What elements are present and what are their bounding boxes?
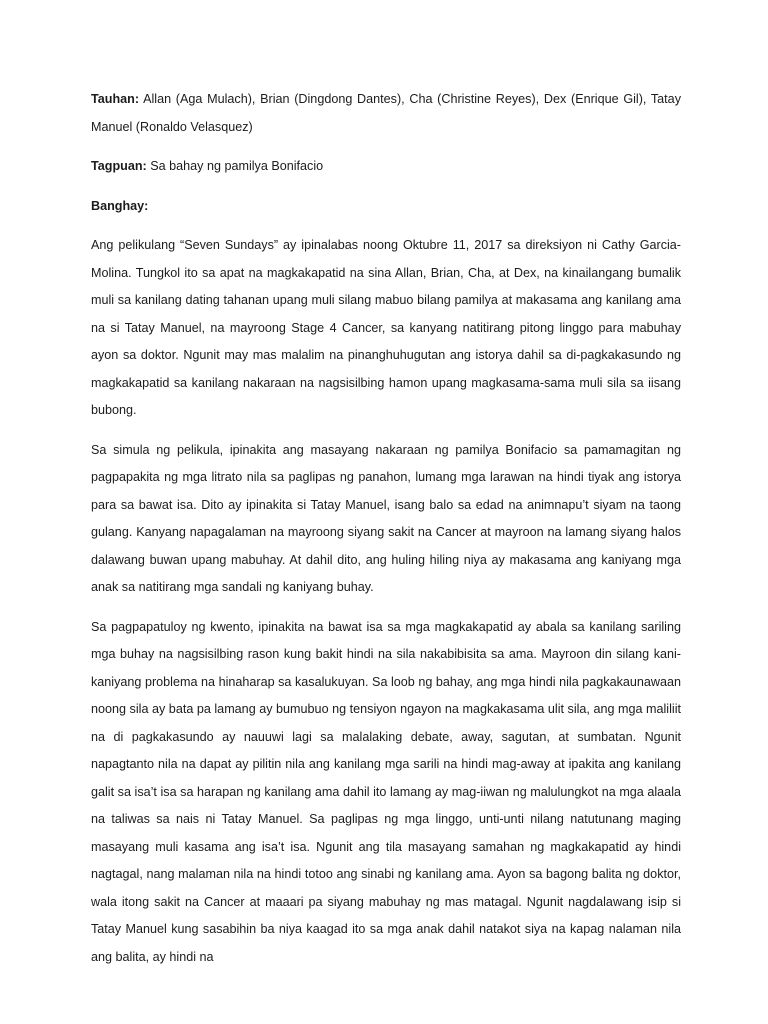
document-page xyxy=(91,86,681,983)
paragraph-1: Ang pelikulang “Seven Sundays” ay ipinalabas noong Oktubre 11, 2017 sa direksiyon ni Cathy Garcia-Molina. Tungkol ito sa apat na magkakapatid na sina Allan, Brian, Cha, at Dex, na kinailangang bumalik muli sa kanilang dating tahanan upang muli silang mabuo bilang pamilya at makasama ang kanilang ama na si Tatay Manuel, na mayroong Stage 4 Cancer, sa kanyang natitirang pitong linggo para mabuhay ayon sa doktor. Ngunit may mas malalim na pinanghuhugutan ang istorya dahil sa di-pagkakasundo ng magkakapatid sa kanilang nakaraan na nagsisilbing hamon upang magkasama-sama muli sila sa iisang bubong. xyxy=(91,238,681,417)
banghay-heading: Banghay: xyxy=(91,198,149,213)
tauhan-label: Tauhan: xyxy=(91,92,140,106)
tauhan-value: Allan (Aga Mulach), Brian (Dingdong Dantes), Cha (Christine Reyes), Dex (Enrique Gil), Tatay Manuel (Ronaldo Velasquez) xyxy=(91,92,681,134)
tauhan-line xyxy=(91,86,681,141)
tagpuan-value: Sa bahay ng pamilya Bonifacio xyxy=(146,159,324,173)
paragraph-3: Sa pagpapatuloy ng kwento, ipinakita na bawat isa sa mga magkakapatid ay abala sa kanilang sariling mga buhay na nagsisilbing rason kung bakit hindi na sila nakabibisita sa ama. Mayroon din silang kani-kaniyang problema na hinaharap sa kasalukuyan. Sa loob ng bahay, ang mga hindi nila pagkakaunawaan noong sila ay bata pa lamang ay bumubuo ng tensiyon ngayon na magkakasama ulit sila, ang mga maliliit na di pagkakasundo ay nauuwi lagi sa malalaking debate, away, sagutan, at sumbatan. Ngunit napagtanto nila na dapat ay pilitin nila ang kanilang mga sarili na hindi mag-away at ipakita ang kanilang galit sa isa’t isa sa harapan ng kanilang ama dahil ito lamang ay mag-iiwan ng malulungkot na mga alaala na taliwas sa nais ni Tatay Manuel. Sa paglipas ng mga linggo, unti-unti nilang natutunang maging masayang muli kasama ang isa’t isa. Ngunit ang tila masayang samahan ng magkakapatid ay hindi nagtagal, nang malaman nila na hindi totoo ang sinabi ng kanilang ama. Ayon sa bagong balita ng doktor, wala itong sakit na Cancer at maaari pa siyang mabuhay ng mas matagal. Ngunit nagdalawang isip si Tatay Manuel kung sasabihin ba niya kaagad ito sa mga anak dahil natakot siya na kapag nalaman nila ang balita, ay hindi na xyxy=(91,619,681,964)
tagpuan-label: Tagpuan: xyxy=(91,159,147,173)
paragraph-2: Sa simula ng pelikula, ipinakita ang masayang nakaraan ng pamilya Bonifacio sa pamamagitan ng pagpapakita ng mga litrato nila sa paglipas ng panahon, lumang mga larawan na hindi tiyak ang istorya para sa bawat isa. Dito ay ipinakita si Tatay Manuel, isang balo sa edad na animnapu’t siyam na taong gulang. Kanyang napagalaman na mayroong siyang sakit na Cancer at mayroon na lamang siyang halos dalawang buwan upang mabuhay. At dahil dito, ang huling hiling niya ay makasama ang kaniyang mga anak sa natitirang mga sandali ng kaniyang buhay. xyxy=(91,442,681,594)
tagpuan-line xyxy=(91,153,681,181)
